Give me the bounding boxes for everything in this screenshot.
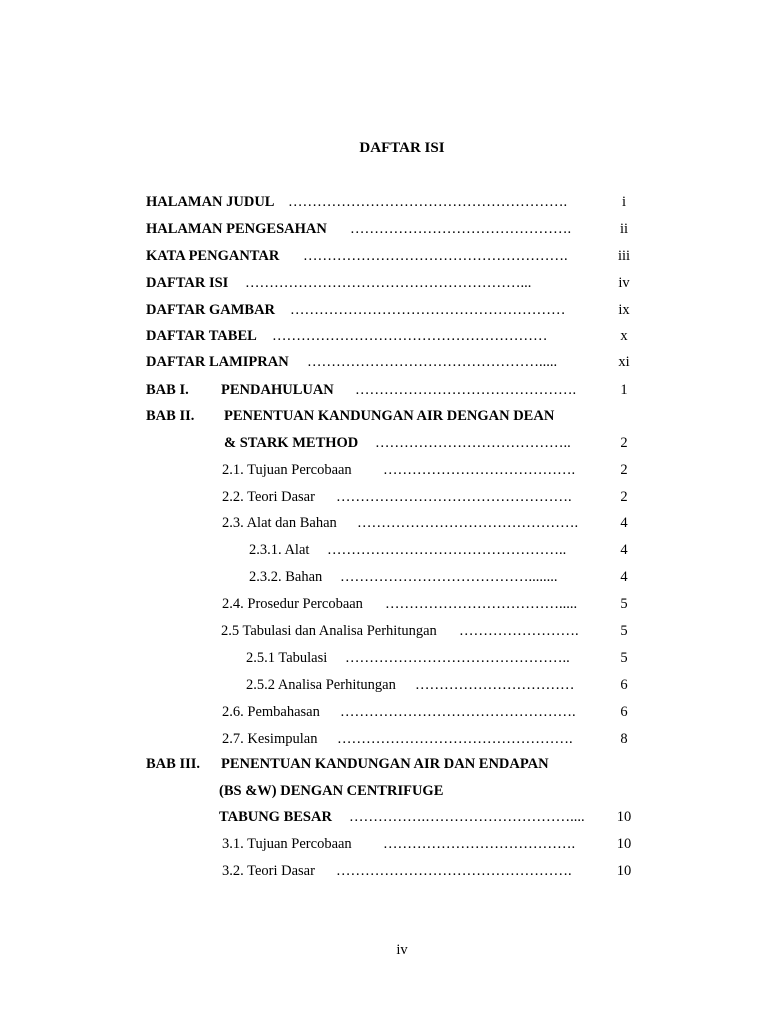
toc-entry xyxy=(0,594,768,614)
toc-entry-page: ix xyxy=(618,302,630,318)
toc-entry-leader: ……………………………………….. xyxy=(345,650,570,666)
toc-entry xyxy=(0,352,768,372)
toc-entry-page: 6 xyxy=(620,677,628,693)
toc-entry xyxy=(0,406,768,426)
toc-entry-page: 1 xyxy=(620,382,628,398)
toc-entry xyxy=(0,540,768,560)
toc-entry-label: TABUNG BESAR xyxy=(219,809,332,825)
toc-entry xyxy=(0,567,768,587)
toc-entry xyxy=(0,300,768,320)
toc-entry xyxy=(0,273,768,293)
toc-entry-label: DAFTAR TABEL xyxy=(146,328,257,344)
toc-entry-label: (BS &W) DENGAN CENTRIFUGE xyxy=(219,783,444,799)
toc-entry xyxy=(0,702,768,722)
toc-entry xyxy=(0,192,768,212)
toc-entry-leader: …………………………………........ xyxy=(340,569,558,585)
toc-entry-label: 2.3. Alat dan Bahan xyxy=(222,515,337,531)
toc-entry xyxy=(0,781,768,801)
toc-entry-leader: …………………………………………. xyxy=(337,731,573,747)
toc-entry-chapter: BAB II. xyxy=(146,408,195,424)
toc-entry xyxy=(0,326,768,346)
toc-entry-page: iii xyxy=(617,248,631,264)
toc-entry-page: 5 xyxy=(620,650,628,666)
toc-entry-label: HALAMAN JUDUL xyxy=(146,194,275,210)
toc-entry-label: 2.5.1 Tabulasi xyxy=(246,650,328,666)
toc-entry-leader: ………………………………..... xyxy=(385,596,578,612)
toc-entry-label: PENENTUAN KANDUNGAN AIR DAN ENDAPAN xyxy=(221,756,549,772)
toc-entry-leader: ………………………………………………… xyxy=(272,328,548,344)
toc-entry-page: 10 xyxy=(616,809,632,825)
toc-entry-chapter: BAB I. xyxy=(146,382,189,398)
toc-entry-label: DAFTAR LAMIPRAN xyxy=(146,354,289,370)
toc-entry-leader: …………….………………………….... xyxy=(349,809,585,825)
toc-entry-page: 10 xyxy=(616,836,632,852)
toc-entry-leader: …………………………………………. xyxy=(340,704,576,720)
toc-entry xyxy=(0,513,768,533)
toc-entry xyxy=(0,675,768,695)
toc-entry xyxy=(0,834,768,854)
toc-entry-page: iv xyxy=(618,275,630,291)
toc-entry-leader: …………………………………………. xyxy=(336,489,572,505)
toc-entry-label: HALAMAN PENGESAHAN xyxy=(146,221,327,237)
toc-entry-page: 5 xyxy=(620,596,628,612)
toc-entry-page: 4 xyxy=(620,515,628,531)
toc-entry-leader: …………………………………………………. xyxy=(288,194,568,210)
toc-entry-page: x xyxy=(620,328,628,344)
toc-entry-label: 2.2. Teori Dasar xyxy=(222,489,315,505)
toc-entry xyxy=(0,246,768,266)
toc-entry-label: 2.5 Tabulasi dan Analisa Perhitungan xyxy=(221,623,437,639)
toc-entry xyxy=(0,433,768,453)
toc-entry-page: 10 xyxy=(616,863,632,879)
toc-entry-page: 4 xyxy=(620,542,628,558)
toc-entry xyxy=(0,754,768,774)
toc-entry-leader: ………………………………………………… xyxy=(290,302,566,318)
toc-entry-label: 2.5.2 Analisa Perhitungan xyxy=(246,677,396,693)
page-number: iv xyxy=(396,942,408,958)
toc-entry-label: 3.1. Tujuan Percobaan xyxy=(222,836,352,852)
toc-entry xyxy=(0,807,768,827)
toc-entry xyxy=(0,861,768,881)
toc-entry-label: DAFTAR ISI xyxy=(146,275,229,291)
toc-entry-leader: ………………………………….. xyxy=(375,435,571,451)
toc-entry-page: ii xyxy=(619,221,629,237)
toc-entry-label: 2.7. Kesimpulan xyxy=(222,731,318,747)
page-title: DAFTAR ISI xyxy=(359,140,445,156)
toc-entry-page: 2 xyxy=(620,462,628,478)
toc-entry-page: xi xyxy=(618,354,630,370)
toc-entry-label: KATA PENGANTAR xyxy=(146,248,280,264)
toc-entry-page: 5 xyxy=(620,623,628,639)
toc-entry-leader: …………………………………………. xyxy=(336,863,572,879)
toc-entry-label: 2.6. Pembahasan xyxy=(222,704,320,720)
toc-entry-label: PENDAHULUAN xyxy=(221,382,334,398)
toc-entry-leader: ……………………. xyxy=(459,623,579,639)
toc-entry xyxy=(0,621,768,641)
toc-entry-leader: ………………………………………. xyxy=(355,382,577,398)
toc-entry-page: 2 xyxy=(620,435,628,451)
toc-entry-leader: ………………………………………. xyxy=(350,221,572,237)
toc-entry-page: 4 xyxy=(620,569,628,585)
toc-entry-leader: …………………………………………………... xyxy=(245,275,532,291)
toc-entry-label: 2.3.2. Bahan xyxy=(249,569,323,585)
toc-entry xyxy=(0,219,768,239)
toc-entry-page: 8 xyxy=(620,731,628,747)
toc-entry-label: 3.2. Teori Dasar xyxy=(222,863,315,879)
toc-entry xyxy=(0,460,768,480)
toc-entry-label: DAFTAR GAMBAR xyxy=(146,302,276,318)
toc-entry-label: PENENTUAN KANDUNGAN AIR DENGAN DEAN xyxy=(224,408,555,424)
toc-entry xyxy=(0,648,768,668)
toc-entry-leader: ………………………………………………. xyxy=(303,248,568,264)
toc-entry-label: & STARK METHOD xyxy=(224,435,359,451)
toc-entry-leader: …………………………………………..... xyxy=(307,354,558,370)
toc-entry xyxy=(0,487,768,507)
toc-entry-leader: ………………………………………. xyxy=(357,515,579,531)
toc-entry-leader: …………………………………. xyxy=(383,462,576,478)
toc-entry-leader: ………………………………………….. xyxy=(327,542,567,558)
toc-entry-page: i xyxy=(621,194,627,210)
toc-entry-page: 2 xyxy=(620,489,628,505)
toc-entry xyxy=(0,380,768,400)
toc-entry-label: 2.3.1. Alat xyxy=(249,542,310,558)
toc-entry-chapter: BAB III. xyxy=(146,756,200,772)
toc-entry-leader: …………………………… xyxy=(415,677,575,693)
toc-entry-label: 2.1. Tujuan Percobaan xyxy=(222,462,352,478)
toc-entry xyxy=(0,729,768,749)
toc-entry-label: 2.4. Prosedur Percobaan xyxy=(222,596,363,612)
toc-entry-leader: …………………………………. xyxy=(383,836,576,852)
toc-entry-page: 6 xyxy=(620,704,628,720)
